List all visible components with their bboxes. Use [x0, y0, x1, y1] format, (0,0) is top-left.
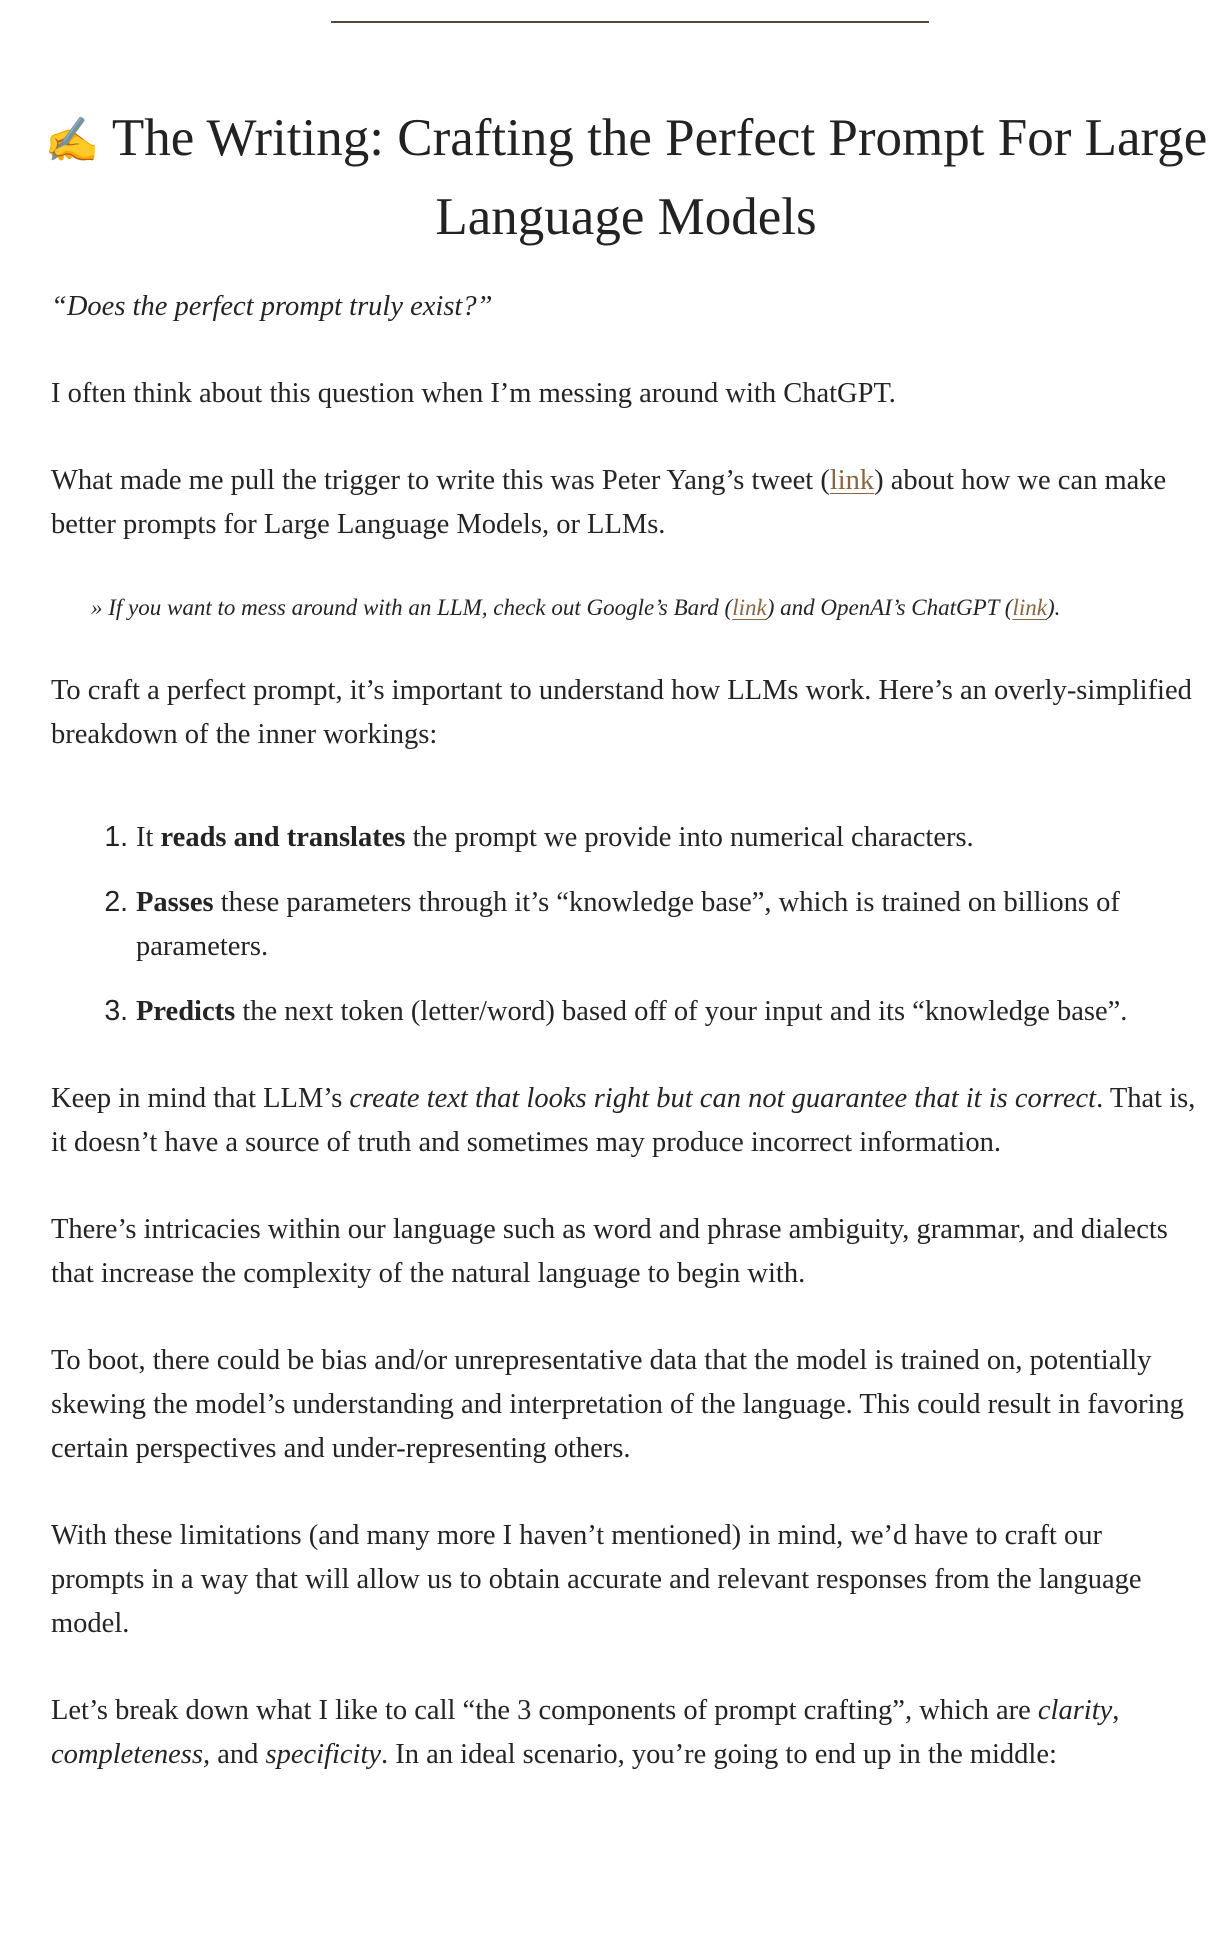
- text: » If you want to mess around with an LLM, check out Google’s Bard (: [91, 595, 733, 620]
- tweet-link[interactable]: link: [829, 465, 875, 496]
- text: ).: [1046, 595, 1061, 620]
- text: the prompt we provide into numerical characters.: [405, 822, 974, 853]
- article-title-text: The Writing: Crafting the Perfect Prompt For Large Language Models: [111, 109, 1208, 246]
- text: . That is, it doesn’t have a source of truth and sometimes may produce incorrect information.: [51, 1083, 1196, 1158]
- aside-note: [51, 590, 1201, 626]
- bold-text: reads and translates: [160, 822, 406, 853]
- article-title: [40, 100, 1212, 255]
- text: ) and OpenAI’s ChatGPT (: [766, 595, 1013, 620]
- text: ) about how we can make better prompts for Large Language Models, or LLMs.: [51, 465, 1167, 540]
- list-item: [136, 989, 1201, 1034]
- paragraph: With these limitations (and many more I haven’t mentioned) in mind, we’d have to craft our prompts in a way that will allow us to obtain accurate and relevant responses from the language model.: [51, 1520, 1142, 1639]
- text: . In an ideal scenario, you’re going to end up in the middle:: [381, 1739, 1057, 1770]
- paragraph: [51, 459, 1201, 547]
- paragraph: [51, 1689, 1201, 1777]
- italic-text: specificity: [265, 1739, 382, 1770]
- text: the next token (letter/word) based off of your input and its “knowledge base”.: [235, 996, 1128, 1027]
- bold-text: Passes: [136, 887, 214, 918]
- article-body: [51, 285, 1201, 1820]
- text: It: [136, 822, 161, 853]
- text: Keep in mind that LLM’s: [51, 1083, 350, 1114]
- paragraph: I often think about this question when I’m messing around with ChatGPT.: [51, 378, 896, 409]
- text: Let’s break down what I like to call “the 3 components of prompt crafting”, which are: [51, 1695, 1038, 1726]
- paragraph: There’s intricacies within our language such as word and phrase ambiguity, grammar, and dialects that increase the complexity of the natural language to begin with.: [51, 1214, 1168, 1289]
- section-divider: [331, 21, 929, 23]
- steps-list: [51, 815, 1201, 1034]
- writing-hand-icon: ✍️: [44, 116, 100, 165]
- list-item: [136, 880, 1201, 969]
- bard-link[interactable]: link: [732, 595, 767, 620]
- italic-text: completeness,: [51, 1739, 211, 1770]
- text: ,: [1112, 1695, 1120, 1726]
- text: What made me pull the trigger to write this was Peter Yang’s tweet (: [51, 465, 830, 496]
- italic-text: clarity: [1037, 1695, 1113, 1726]
- chatgpt-link[interactable]: link: [1012, 595, 1047, 620]
- opening-quote: “Does the perfect prompt truly exist?”: [51, 291, 493, 322]
- italic-text: create text that looks right but can not guarantee that it is correct: [349, 1083, 1097, 1114]
- bold-text: Predicts: [136, 996, 236, 1027]
- paragraph: To boot, there could be bias and/or unrepresentative data that the model is trained on, potentially skewing the model’s understanding and interpretation of the language. This could result in favoring certain perspectives and under-representing others.: [51, 1345, 1184, 1464]
- paragraph: To craft a perfect prompt, it’s important to understand how LLMs work. Here’s an overly-simplified breakdown of the inner workings:: [51, 675, 1192, 750]
- list-item: [136, 815, 1201, 860]
- text: these parameters through it’s “knowledge base”, which is trained on billions of parameters.: [136, 887, 1120, 962]
- text: and: [210, 1739, 266, 1770]
- paragraph: [51, 1077, 1201, 1165]
